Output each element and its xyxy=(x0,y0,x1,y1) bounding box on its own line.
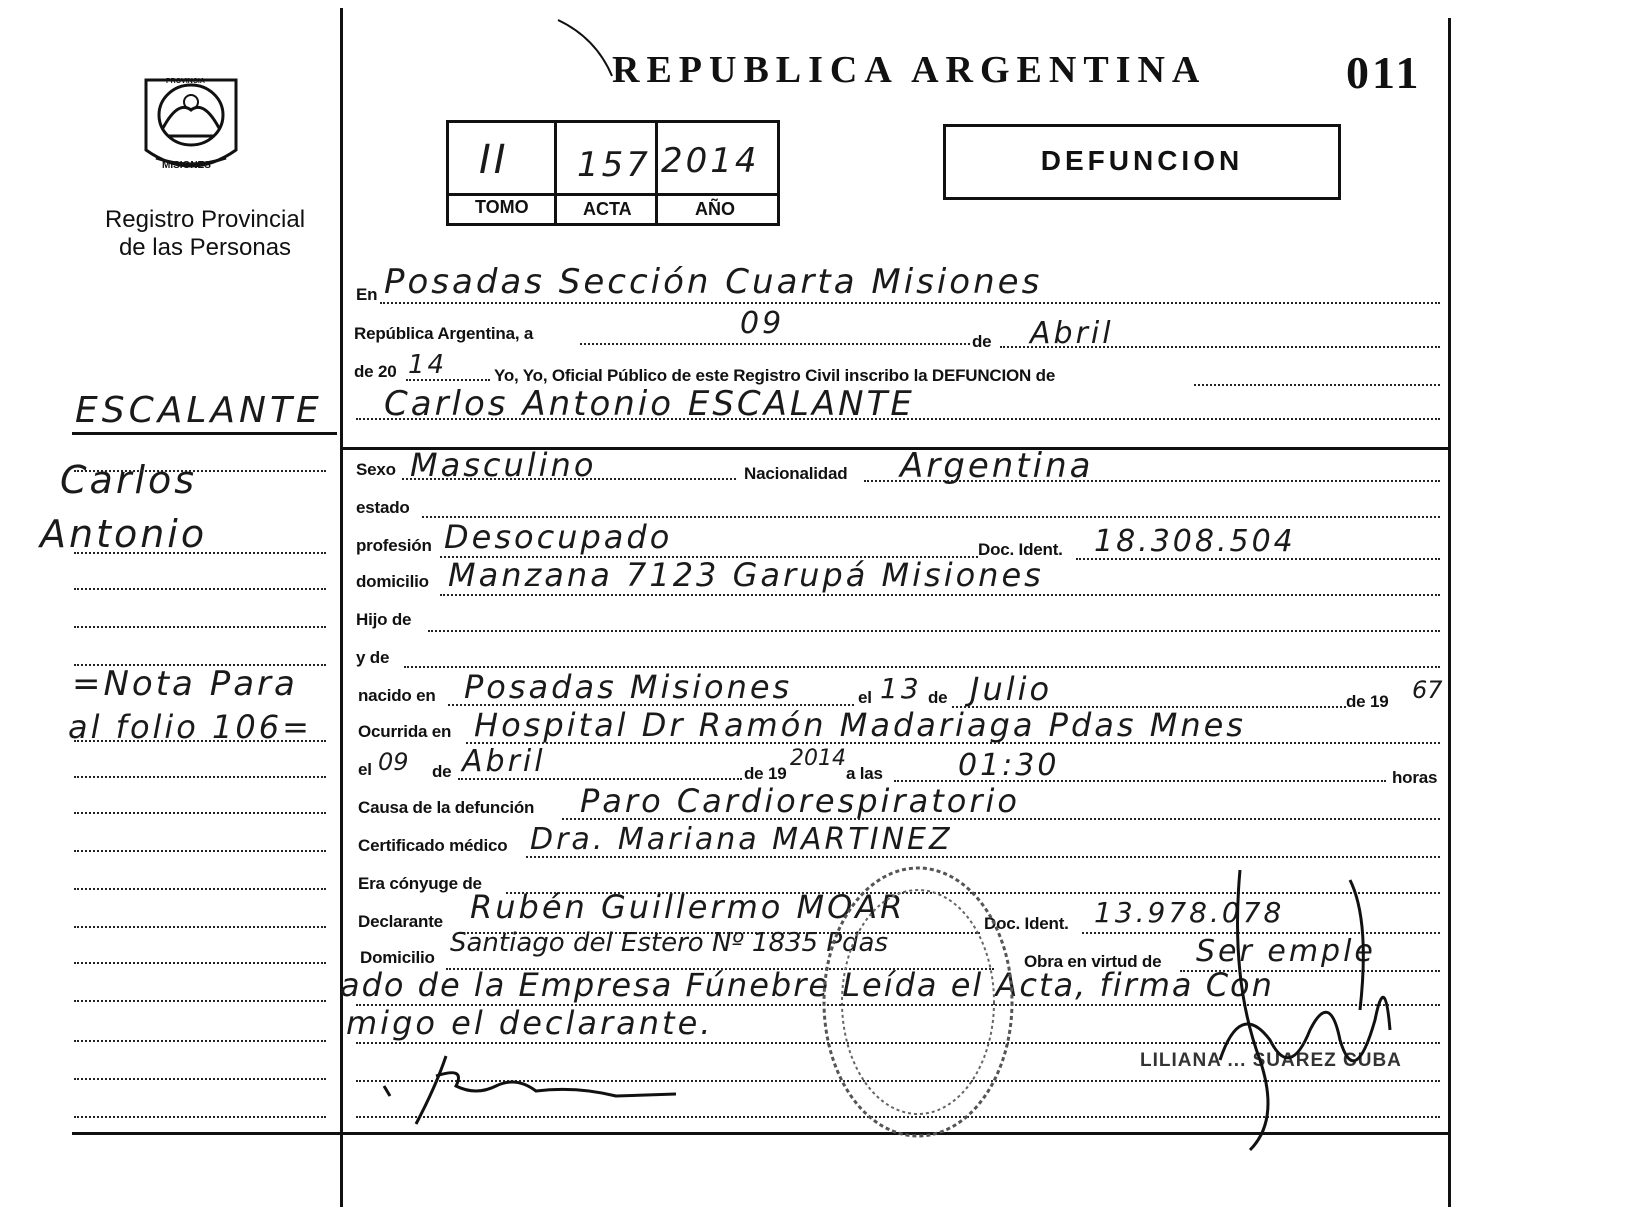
label-a-las: a las xyxy=(846,764,883,783)
value-profesion: Desocupado xyxy=(444,518,673,556)
label-de2: de xyxy=(432,762,452,781)
label-de-19b: de 19 xyxy=(744,764,787,783)
label-estado: estado xyxy=(356,498,410,517)
value-doc: 18.308.504 xyxy=(1094,524,1296,559)
value-declarante-doc: 13.978.078 xyxy=(1094,896,1285,929)
value-nacido-lugar: Posadas Misiones xyxy=(464,668,793,706)
label-el: el xyxy=(858,688,872,707)
value-def-anio: 2014 xyxy=(790,746,846,771)
registry-line-2: de las Personas xyxy=(118,234,292,261)
label-y-de: y de xyxy=(356,648,390,667)
surname-separator xyxy=(72,432,337,435)
margin-note-1: =Nota Para xyxy=(72,664,298,704)
acta-label: ACTA xyxy=(583,199,632,219)
value-declarante-dom: Santiago del Estero Nº 1835 Pdas xyxy=(450,928,889,958)
value-dia: 09 xyxy=(740,306,785,341)
misiones-emblem xyxy=(138,70,244,182)
country-title: REPUBLICA ARGENTINA xyxy=(612,49,1207,91)
anio-label: AÑO xyxy=(695,199,735,219)
label-domicilio: domicilio xyxy=(356,572,429,591)
value-domicilio: Manzana 7123 Garupá Misiones xyxy=(448,556,1044,594)
label-causa: Causa de la defunción xyxy=(358,798,535,817)
right-page-border xyxy=(1448,18,1451,1207)
emblem-bottom-text: MISIONES xyxy=(162,160,211,171)
label-hijo-de: Hijo de xyxy=(356,610,412,629)
anio-value: 2014 xyxy=(661,141,760,181)
act-type-title: DEFUNCION xyxy=(1040,145,1244,176)
label-de-anio: de 20 xyxy=(354,362,397,381)
value-obra-2: ado de la Empresa Fúnebre Leída el Acta, firma Con xyxy=(340,966,1274,1004)
official-signature xyxy=(1180,860,1420,1160)
acta-value: 157 xyxy=(577,145,651,185)
label-republica: República Argentina, a xyxy=(354,324,534,343)
official-round-seal xyxy=(818,862,1018,1142)
registry-name xyxy=(100,206,310,262)
value-lugar: Posadas Sección Cuarta Misiones xyxy=(384,262,1043,302)
label-ocurrida: Ocurrida en xyxy=(358,722,452,741)
official-name-stamp: LILIANA ... SUAREZ CUBA xyxy=(1140,1050,1402,1071)
value-def-dia: 09 xyxy=(378,748,409,776)
label-de-19: de 19 xyxy=(1346,692,1389,711)
label-doc2: Doc. Ident. xyxy=(984,914,1069,933)
label-conyuge: Era cónyuge de xyxy=(358,874,482,893)
declarant-signature xyxy=(376,1046,706,1126)
value-def-hora: 01:30 xyxy=(958,748,1060,783)
label-certificado: Certificado médico xyxy=(358,836,508,855)
registry-line-1: Registro Provincial xyxy=(104,206,306,233)
tomo-value: II xyxy=(479,137,509,183)
value-nacido-mes: Julio xyxy=(970,670,1053,708)
margin-surname: ESCALANTE xyxy=(75,390,323,431)
emblem-top-text: PROVINCIA xyxy=(166,78,205,85)
act-type-box xyxy=(943,124,1341,200)
value-anio-corto: 14 xyxy=(408,350,448,380)
label-de: de xyxy=(972,332,992,351)
value-ocurrida: Hospital Dr Ramón Madariaga Pdas Mnes xyxy=(474,706,1246,744)
value-def-mes: Abril xyxy=(462,744,546,779)
value-obra-3: migo el declarante. xyxy=(346,1004,714,1042)
margin-given-2: Antonio xyxy=(40,512,208,556)
value-causa: Paro Cardiorespiratorio xyxy=(580,782,1020,820)
label-horas: horas xyxy=(1392,768,1438,787)
label-domicilio2: Domicilio xyxy=(360,948,435,967)
margin-note-2: al folio 106= xyxy=(68,708,312,746)
label-doc: Doc. Ident. xyxy=(978,540,1063,559)
margin-given-1: Carlos xyxy=(60,458,198,502)
label-profesion: profesión xyxy=(356,536,432,555)
label-nacionalidad: Nacionalidad xyxy=(744,464,848,483)
value-mes: Abril xyxy=(1030,316,1114,351)
label-obra: Obra en virtud de xyxy=(1024,952,1162,971)
record-id-box xyxy=(446,120,780,226)
value-nacionalidad: Argentina xyxy=(900,446,1094,486)
label-nacido-en: nacido en xyxy=(358,686,436,705)
value-sexo: Masculino xyxy=(410,446,597,484)
label-de-mes: de xyxy=(928,688,948,707)
left-column-border xyxy=(340,8,343,1207)
value-declarante: Rubén Guillermo MOAR xyxy=(470,888,906,926)
act-number: 011 xyxy=(1346,47,1422,98)
stray-pen-stroke xyxy=(556,18,616,78)
label-en: En xyxy=(356,285,378,304)
value-obra-1: Ser emple xyxy=(1196,934,1376,969)
label-el2: el xyxy=(358,760,372,779)
label-sexo: Sexo xyxy=(356,460,396,479)
value-nacido-anio: 67 xyxy=(1412,676,1443,704)
value-certificado: Dra. Mariana MARTINEZ xyxy=(530,822,953,857)
tomo-label: TOMO xyxy=(475,197,529,217)
value-nombre: Carlos Antonio ESCALANTE xyxy=(384,384,915,424)
label-oficial: Yo, Yo, Oficial Público de este Registro Civil inscribo la DEFUNCION de xyxy=(494,366,1056,385)
label-declarante: Declarante xyxy=(358,912,443,931)
value-nacido-dia: 13 xyxy=(880,672,922,705)
